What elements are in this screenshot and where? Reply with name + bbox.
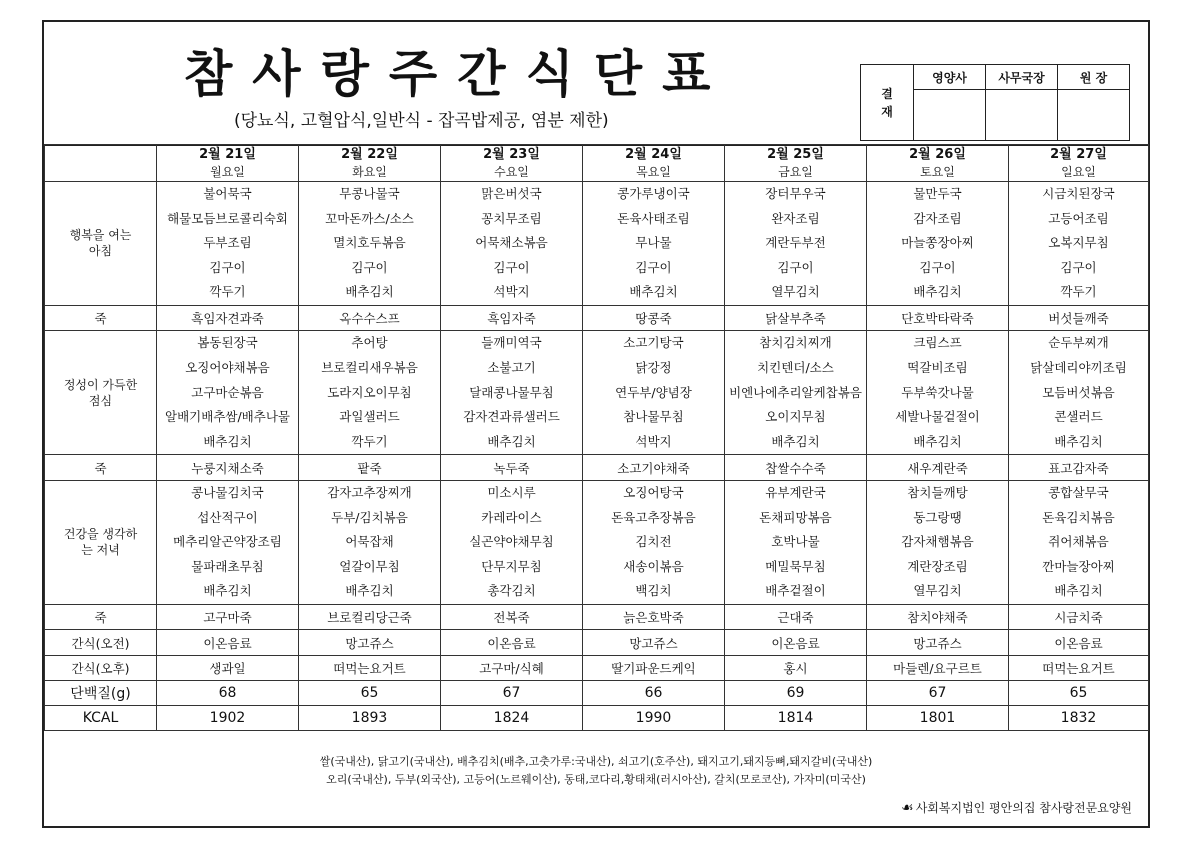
- lunch-day-cell: [157, 331, 299, 455]
- porridge-dinner-cell: [1009, 604, 1149, 630]
- breakfast-dish: 장터무우국: [765, 186, 826, 201]
- breakfast-label: 행복을 여는 아침: [69, 228, 132, 259]
- porridge-lunch-value: 녹두죽: [493, 460, 530, 476]
- lunch-day-cell: [299, 331, 441, 455]
- dinner-dish: 김치전: [635, 534, 672, 550]
- snack-afternoon-label-cell: [45, 655, 157, 681]
- lunch-dish: 들깨미역국: [481, 335, 542, 351]
- lunch-day-cell: [1009, 331, 1149, 455]
- dinner-dish: 동그랑땡: [913, 509, 962, 525]
- snack-morning-cell: [867, 630, 1009, 656]
- snack-morning-cell: [1009, 630, 1149, 656]
- dinner-dish: 콩나물김치국: [191, 484, 264, 500]
- sheet-header: [44, 22, 1148, 146]
- lunch-dish: 순두부찌개: [1048, 335, 1109, 351]
- day-of-week: 일요일: [1061, 165, 1096, 179]
- porridge-dinner-label: 죽: [94, 610, 107, 626]
- porridge-morning-label-cell: [45, 305, 157, 331]
- dinner-row: [45, 480, 1149, 604]
- snack-afternoon-value: 떠먹는요거트: [1042, 661, 1115, 677]
- porridge-morning-cell: [867, 305, 1009, 331]
- porridge-lunch-cell: [583, 455, 725, 481]
- dinner-dish: 카레라이스: [481, 509, 542, 525]
- protein-row: [45, 681, 1149, 706]
- breakfast-dish: 고등어조림: [1048, 210, 1109, 226]
- dinner-day-cell: [441, 480, 583, 604]
- snack-afternoon-value: 홍시: [783, 661, 808, 677]
- breakfast-dish: 꽁치무조림: [481, 210, 542, 226]
- protein-cell: [725, 681, 867, 706]
- porridge-dinner-value: 브로컬리당근죽: [327, 610, 412, 626]
- breakfast-day-cell: [157, 182, 299, 306]
- date-header-row: [45, 145, 1149, 182]
- breakfast-dish: 물만두국: [913, 186, 962, 201]
- lunch-dish: 배추김치: [913, 433, 962, 449]
- day-of-week: 화요일: [352, 165, 387, 179]
- breakfast-day-cell: [725, 182, 867, 306]
- porridge-morning-value: 땅콩죽: [635, 311, 672, 327]
- kcal-value: 1990: [635, 710, 672, 727]
- snack-afternoon-cell: [299, 655, 441, 681]
- snack-afternoon-cell: [725, 655, 867, 681]
- dinner-dish: 새송이볶음: [623, 558, 684, 574]
- breakfast-dish: 김구이: [351, 259, 388, 275]
- breakfast-dish: 깍두기: [1060, 284, 1097, 300]
- dinner-label: 건강을 생각하 는 저녁: [63, 527, 138, 558]
- breakfast-dish: 김구이: [1060, 259, 1097, 275]
- lunch-dish: 브로컬리새우볶음: [321, 360, 418, 376]
- porridge-lunch-cell: [299, 455, 441, 481]
- lunch-dish: 배추김치: [771, 433, 820, 449]
- snack-afternoon-value: 딸기파운드케익: [611, 661, 696, 677]
- breakfast-dish: 두부조림: [203, 235, 252, 251]
- breakfast-dish: 김구이: [919, 259, 956, 275]
- lunch-dish: 감자견과류샐러드: [463, 409, 560, 425]
- kcal-cell: [725, 706, 867, 731]
- kcal-cell: [583, 706, 725, 731]
- dinner-day-cell: [1009, 480, 1149, 604]
- dinner-dish: 메밀묵무침: [765, 558, 826, 574]
- day-header-cell: [867, 145, 1009, 182]
- breakfast-dish: 시금치된장국: [1042, 186, 1115, 201]
- day-of-week: 수요일: [494, 165, 529, 179]
- lunch-dish: 비엔나에추리알케찹볶음: [729, 384, 862, 400]
- snack-morning-value: 망고쥬스: [345, 635, 394, 651]
- snack-morning-value: 이온음료: [487, 635, 536, 651]
- snack-afternoon-value: 마들렌/요구르트: [893, 661, 982, 677]
- breakfast-dish: 어묵채소볶음: [475, 235, 548, 251]
- snack-morning-cell: [157, 630, 299, 656]
- porridge-morning-value: 옥수수스프: [339, 311, 400, 327]
- lunch-day-cell: [725, 331, 867, 455]
- kcal-value: 1893: [351, 710, 388, 727]
- porridge-dinner-value: 참치야채죽: [907, 610, 968, 626]
- lunch-dish: 과일샐러드: [339, 409, 400, 425]
- porridge-lunch-value: 팥죽: [357, 460, 382, 476]
- porridge-dinner-cell: [583, 604, 725, 630]
- dinner-dish: 어묵잡채: [345, 534, 394, 550]
- porridge-dinner-cell: [157, 604, 299, 630]
- kcal-value: 1902: [209, 710, 246, 727]
- porridge-dinner-value: 고구마죽: [203, 610, 252, 626]
- protein-label-cell: [45, 681, 157, 706]
- lunch-dish: 닭살데리야끼조림: [1030, 360, 1127, 376]
- breakfast-dish: 김구이: [777, 259, 814, 275]
- porridge-dinner-cell: [299, 604, 441, 630]
- porridge-lunch-cell: [441, 455, 583, 481]
- dinner-dish: 감자채햄볶음: [901, 534, 974, 550]
- kcal-row: [45, 706, 1149, 731]
- dinner-dish: 미소시루: [487, 484, 536, 500]
- corner-cell: [45, 145, 157, 182]
- protein-value: 67: [928, 685, 947, 702]
- protein-cell: [299, 681, 441, 706]
- breakfast-dish: 마늘쫑장아찌: [901, 235, 974, 251]
- approval-role-manager: 사무국장: [986, 65, 1058, 90]
- dinner-dish: 배추김치: [1054, 583, 1103, 599]
- organization-text: 사회복지법인 평안의집 참사랑전문요양원: [915, 801, 1132, 815]
- day-date: 2월 23일: [483, 147, 540, 162]
- snack-afternoon-cell: [1009, 655, 1149, 681]
- day-header-cell: [299, 145, 441, 182]
- breakfast-dish: 김구이: [209, 259, 246, 275]
- kcal-value: 1814: [777, 710, 814, 727]
- kcal-cell: [299, 706, 441, 731]
- lunch-label: 정성이 가득한 점심: [63, 377, 138, 408]
- day-header-cell: [1009, 145, 1149, 182]
- approval-sign-director: [1058, 90, 1130, 141]
- dinner-dish: 열무김치: [913, 583, 962, 599]
- lunch-day-cell: [441, 331, 583, 455]
- lunch-dish: 세발나물겉절이: [895, 409, 980, 425]
- breakfast-day-cell: [583, 182, 725, 306]
- snack-afternoon-value: 떠먹는요거트: [333, 661, 406, 677]
- snack-morning-cell: [725, 630, 867, 656]
- porridge-dinner-value: 전복죽: [493, 610, 530, 626]
- protein-label: 단백질(g): [70, 686, 131, 703]
- lunch-dish: 콘샐러드: [1054, 409, 1103, 425]
- menu-sheet: [42, 20, 1150, 828]
- protein-value: 65: [1069, 685, 1088, 702]
- day-date: 2월 27일: [1050, 147, 1107, 162]
- snack-morning-value: 망고쥬스: [913, 635, 962, 651]
- porridge-lunch-value: 소고기야채죽: [617, 460, 690, 476]
- organization-name: [901, 799, 1132, 816]
- protein-cell: [1009, 681, 1149, 706]
- lunch-dish: 모듬버섯볶음: [1042, 384, 1115, 400]
- organization-logo-icon: ☙: [901, 800, 914, 816]
- porridge-dinner-row: [45, 604, 1149, 630]
- lunch-dish: 고구마순볶음: [191, 384, 264, 400]
- breakfast-dish: 배추김치: [629, 284, 678, 300]
- dinner-day-cell: [157, 480, 299, 604]
- approval-role-dietitian: 영양사: [914, 65, 986, 90]
- porridge-morning-cell: [583, 305, 725, 331]
- snack-morning-value: 이온음료: [1054, 635, 1103, 651]
- page-subtitle: (당뇨식, 고혈압식,일반식 - 잡곡밥제공, 염분 제한): [234, 111, 609, 131]
- dinner-dish: 배추김치: [345, 583, 394, 599]
- snack-morning-cell: [441, 630, 583, 656]
- breakfast-day-cell: [299, 182, 441, 306]
- porridge-lunch-label-cell: [45, 455, 157, 481]
- snack-morning-label: 간식(오전): [71, 635, 130, 651]
- porridge-dinner-value: 시금치죽: [1054, 610, 1103, 626]
- porridge-lunch-cell: [867, 455, 1009, 481]
- origin-line-2: 오리(국내산), 두부(외국산), 고등어(노르웨이산), 동태,코다리,황태채(러시아산), 갈치(모로코산), 가자미(미국산): [326, 773, 866, 786]
- dinner-dish: 돈육고추장볶음: [611, 509, 696, 525]
- page-title: 참사랑주간식단표: [184, 45, 731, 103]
- porridge-lunch-value: 표고감자죽: [1048, 460, 1109, 476]
- snack-afternoon-cell: [583, 655, 725, 681]
- breakfast-dish: 불어묵국: [203, 186, 252, 201]
- snack-afternoon-label: 간식(오후): [71, 661, 130, 677]
- kcal-value: 1801: [919, 710, 956, 727]
- day-date: 2월 21일: [199, 147, 256, 162]
- snack-afternoon-cell: [441, 655, 583, 681]
- breakfast-dish: 멸치호두볶음: [333, 235, 406, 251]
- porridge-dinner-cell: [441, 604, 583, 630]
- porridge-dinner-label-cell: [45, 604, 157, 630]
- lunch-day-cell: [867, 331, 1009, 455]
- lunch-dish: 참나물무침: [623, 409, 684, 425]
- dinner-dish: 총각김치: [487, 583, 536, 599]
- kcal-cell: [441, 706, 583, 731]
- snack-morning-value: 이온음료: [203, 635, 252, 651]
- porridge-lunch-value: 새우계란죽: [907, 460, 968, 476]
- porridge-morning-value: 흑임자죽: [487, 311, 536, 327]
- lunch-dish: 닭강정: [635, 360, 672, 376]
- porridge-morning-value: 단호박타락죽: [901, 311, 974, 327]
- dinner-dish: 호박나물: [771, 534, 820, 550]
- porridge-dinner-cell: [725, 604, 867, 630]
- kcal-cell: [867, 706, 1009, 731]
- lunch-dish: 소불고기: [487, 360, 536, 376]
- dinner-dish: 물파래초무침: [191, 558, 264, 574]
- lunch-dish: 소고기탕국: [623, 335, 684, 351]
- dinner-dish: 감자고추장찌개: [327, 484, 412, 500]
- porridge-dinner-value: 늙은호박죽: [623, 610, 684, 626]
- porridge-lunch-cell: [1009, 455, 1149, 481]
- snack-afternoon-cell: [867, 655, 1009, 681]
- porridge-morning-value: 닭살부추죽: [765, 311, 826, 327]
- day-header-cell: [157, 145, 299, 182]
- porridge-lunch-label: 죽: [94, 460, 107, 476]
- snack-morning-cell: [299, 630, 441, 656]
- dinner-dish: 돈채피망볶음: [759, 509, 832, 525]
- breakfast-dish: 무콩나물국: [339, 186, 400, 201]
- approval-label: [861, 65, 914, 141]
- breakfast-dish: 감자조림: [913, 210, 962, 226]
- snack-afternoon-value: 생과일: [209, 661, 246, 677]
- lunch-row: [45, 331, 1149, 455]
- day-date: 2월 24일: [625, 147, 682, 162]
- porridge-morning-cell: [157, 305, 299, 331]
- dinner-day-cell: [299, 480, 441, 604]
- approval-role-director: 원 장: [1058, 65, 1130, 90]
- dinner-dish: 얼갈이무침: [339, 558, 400, 574]
- breakfast-dish: 오복지무침: [1048, 235, 1109, 251]
- footer: [44, 745, 1148, 828]
- day-header-cell: [583, 145, 725, 182]
- approval-label-text: 결 재: [881, 86, 893, 119]
- breakfast-dish: 김구이: [493, 259, 530, 275]
- day-of-week: 목요일: [636, 165, 671, 179]
- porridge-lunch-cell: [725, 455, 867, 481]
- lunch-dish: 깍두기: [351, 433, 388, 449]
- kcal-value: 1832: [1060, 710, 1097, 727]
- dinner-dish: 콩합살무국: [1048, 484, 1109, 500]
- approval-sign-manager: [986, 90, 1058, 141]
- porridge-morning-cell: [1009, 305, 1149, 331]
- lunch-dish: 떡갈비조림: [907, 360, 968, 376]
- dinner-dish: 메추리알곤약장조림: [173, 534, 282, 550]
- dinner-dish: 쥐어채볶음: [1048, 534, 1109, 550]
- dinner-dish: 계란장조림: [907, 558, 968, 574]
- lunch-dish: 두부쑥갓나물: [901, 384, 974, 400]
- approval-box: [860, 64, 1130, 141]
- snack-afternoon-value: 고구마/식혜: [479, 661, 544, 677]
- porridge-morning-label: 죽: [94, 311, 107, 327]
- dinner-dish: 단무지무침: [481, 558, 542, 574]
- protein-value: 67: [502, 685, 521, 702]
- porridge-morning-cell: [725, 305, 867, 331]
- porridge-dinner-cell: [867, 604, 1009, 630]
- breakfast-dish: 김구이: [635, 259, 672, 275]
- porridge-dinner-value: 근대죽: [777, 610, 814, 626]
- breakfast-dish: 배추김치: [913, 284, 962, 300]
- day-header-cell: [725, 145, 867, 182]
- porridge-lunch-row: [45, 455, 1149, 481]
- dinner-dish: 유부계란국: [765, 484, 826, 500]
- porridge-lunch-value: 찹쌀수수죽: [765, 460, 826, 476]
- menu-table: [44, 144, 1149, 731]
- breakfast-dish: 콩가루냉이국: [617, 186, 690, 201]
- snack-morning-row: [45, 630, 1149, 656]
- approval-sign-dietitian: [914, 90, 986, 141]
- protein-value: 68: [218, 685, 237, 702]
- dinner-dish: 백김치: [635, 583, 672, 599]
- dinner-dish: 배추김치: [203, 583, 252, 599]
- dinner-dish: 섭산적구이: [197, 509, 258, 525]
- breakfast-day-cell: [441, 182, 583, 306]
- breakfast-day-cell: [1009, 182, 1149, 306]
- day-header-cell: [441, 145, 583, 182]
- breakfast-dish: 꼬마돈까스/소스: [325, 210, 414, 226]
- kcal-value: 1824: [493, 710, 530, 727]
- lunch-dish: 배추김치: [487, 433, 536, 449]
- lunch-dish: 석박지: [635, 433, 672, 449]
- lunch-dish: 달래콩나물무침: [469, 384, 554, 400]
- breakfast-dish: 무나물: [635, 235, 672, 251]
- breakfast-label-cell: [45, 182, 157, 306]
- dinner-dish: 돈육김치볶음: [1042, 509, 1115, 525]
- dinner-dish: 오징어탕국: [623, 484, 684, 500]
- dinner-day-cell: [725, 480, 867, 604]
- lunch-day-cell: [583, 331, 725, 455]
- day-of-week: 월요일: [210, 165, 245, 179]
- lunch-dish: 치킨텐더/소스: [757, 360, 834, 376]
- breakfast-dish: 해물모듬브로콜리숙회: [167, 210, 288, 226]
- breakfast-dish: 돈육사태조림: [617, 210, 690, 226]
- lunch-dish: 도라지오이무침: [327, 384, 412, 400]
- porridge-lunch-cell: [157, 455, 299, 481]
- lunch-dish: 배추김치: [203, 433, 252, 449]
- lunch-dish: 추어탕: [351, 335, 388, 351]
- kcal-cell: [1009, 706, 1149, 731]
- lunch-dish: 참치김치찌개: [759, 335, 832, 351]
- snack-morning-cell: [583, 630, 725, 656]
- day-date: 2월 25일: [767, 147, 824, 162]
- kcal-label: KCAL: [82, 710, 119, 727]
- dinner-day-cell: [583, 480, 725, 604]
- porridge-lunch-value: 누룽지채소죽: [191, 460, 264, 476]
- kcal-label-cell: [45, 706, 157, 731]
- breakfast-dish: 열무김치: [771, 284, 820, 300]
- day-date: 2월 22일: [341, 147, 398, 162]
- breakfast-dish: 계란두부전: [765, 235, 826, 251]
- dinner-label-cell: [45, 480, 157, 604]
- breakfast-dish: 완자조림: [771, 210, 820, 226]
- lunch-dish: 오이지무침: [765, 409, 826, 425]
- breakfast-dish: 석박지: [493, 284, 530, 300]
- protein-cell: [867, 681, 1009, 706]
- breakfast-dish: 배추김치: [345, 284, 394, 300]
- protein-cell: [441, 681, 583, 706]
- snack-morning-label-cell: [45, 630, 157, 656]
- lunch-dish: 봄동된장국: [197, 335, 258, 351]
- protein-value: 69: [786, 685, 805, 702]
- breakfast-dish: 맑은버섯국: [481, 186, 542, 201]
- lunch-dish: 연두부/양념장: [615, 384, 692, 400]
- protein-value: 65: [360, 685, 379, 702]
- snack-morning-value: 이온음료: [771, 635, 820, 651]
- origin-line-1: 쌀(국내산), 닭고기(국내산), 배추김치(배추,고춧가루:국내산), 쇠고기(호주산), 돼지고기,돼지등뼈,돼지갈비(국내산): [319, 755, 873, 768]
- snack-afternoon-cell: [157, 655, 299, 681]
- dinner-dish: 참치들깨탕: [907, 484, 968, 500]
- lunch-dish: 크림스프: [913, 335, 962, 351]
- protein-cell: [583, 681, 725, 706]
- lunch-dish: 오징어야채볶음: [185, 360, 270, 376]
- day-of-week: 금요일: [778, 165, 813, 179]
- protein-cell: [157, 681, 299, 706]
- day-of-week: 토요일: [920, 165, 955, 179]
- lunch-dish: 배추김치: [1054, 433, 1103, 449]
- lunch-label-cell: [45, 331, 157, 455]
- day-date: 2월 26일: [909, 147, 966, 162]
- dinner-dish: 깐마늘장아찌: [1042, 558, 1115, 574]
- dinner-dish: 두부/김치볶음: [331, 509, 408, 525]
- porridge-morning-cell: [441, 305, 583, 331]
- porridge-morning-value: 흑임자견과죽: [191, 311, 264, 327]
- snack-afternoon-row: [45, 655, 1149, 681]
- dinner-dish: 배추겉절이: [765, 583, 826, 599]
- snack-morning-value: 망고쥬스: [629, 635, 678, 651]
- porridge-morning-cell: [299, 305, 441, 331]
- kcal-cell: [157, 706, 299, 731]
- breakfast-day-cell: [867, 182, 1009, 306]
- dinner-day-cell: [867, 480, 1009, 604]
- dinner-dish: 실곤약야채무침: [469, 534, 554, 550]
- lunch-dish: 알배기배추쌈/배추나물: [165, 409, 290, 425]
- protein-value: 66: [644, 685, 663, 702]
- porridge-morning-value: 버섯들깨죽: [1048, 311, 1109, 327]
- porridge-morning-row: [45, 305, 1149, 331]
- breakfast-dish: 깍두기: [209, 284, 246, 300]
- breakfast-row: [45, 182, 1149, 306]
